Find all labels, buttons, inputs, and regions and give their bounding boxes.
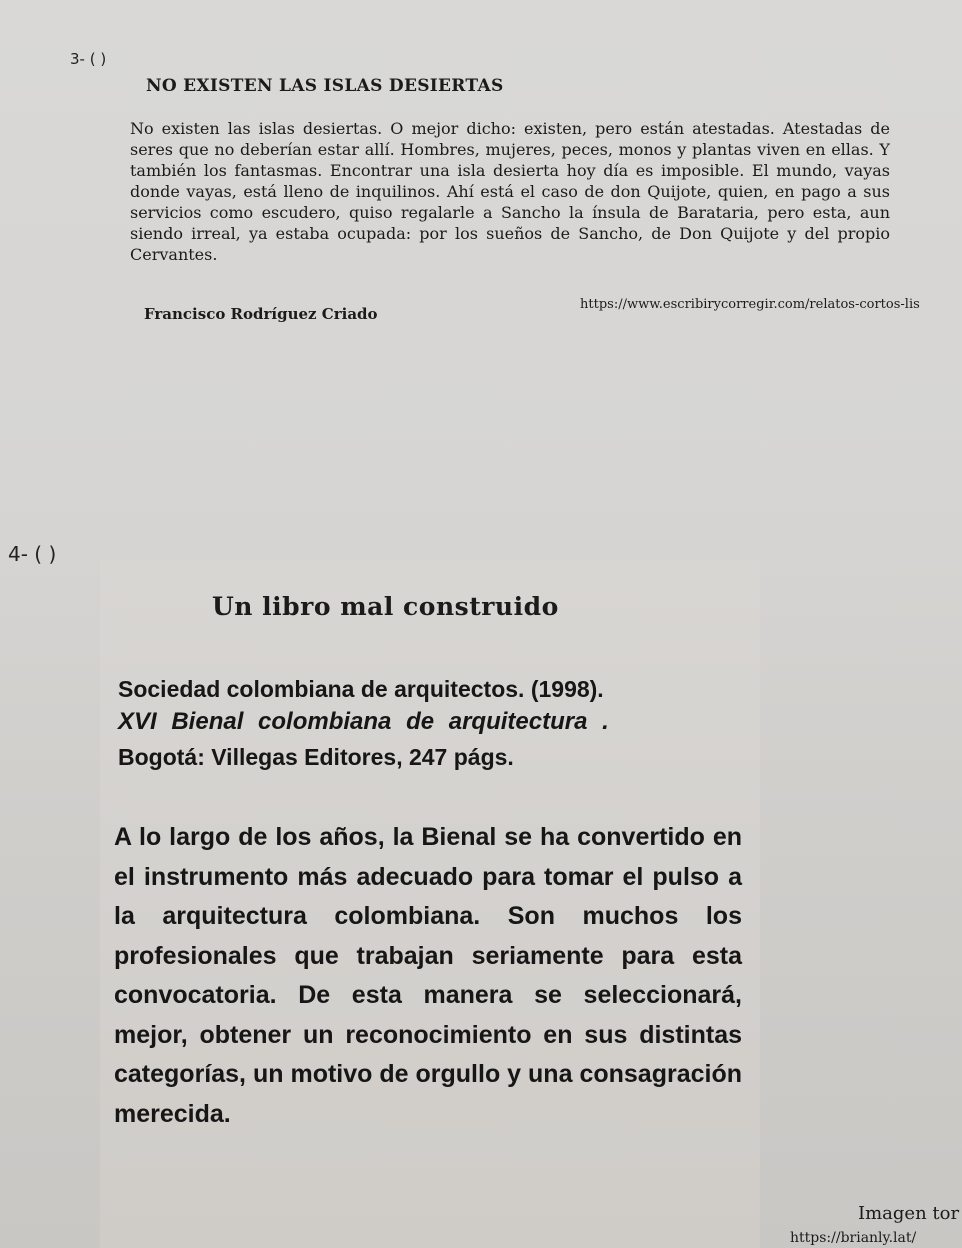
section-3-author: Francisco Rodríguez Criado (144, 305, 378, 323)
section-4-body: A lo largo de los años, la Bienal se ha convertido en el instrumento más adecuado para tomar el pulso a la arquitectura colombiana. Son muchos los profesionales que trabajan seriamente para esta convocatoria. De esta manera se seleccionará, mejor, obtener un reconocimiento en sus distintas categorías, un motivo de orgullo y una consagración merecida. (114, 823, 742, 1128)
image-credit: Imagen tor (858, 1203, 960, 1224)
section-3-title: NO EXISTEN LAS ISLAS DESIERTAS (146, 76, 504, 96)
bleed-through-text (220, 350, 962, 550)
section-3-body: No existen las islas desiertas. O mejor dicho: existen, pero están atestadas. Atestadas de seres que no deberían estar allí. Hombres, mujeres, peces, monos y plantas viven en ellas. Y también los fantasmas. Encontrar una isla desierta hoy día es imposible. El mundo, vayas donde vayas, está lleno de inquilinos. Ahí está el caso de don Quijote, quien, en pago a sus servicios como escudero, quiso regalarle a Sancho la ínsula de Barataria, pero esta, aun siendo irreal, ya estaba ocupada: por los sueños de Sancho, de Don Quijote y del propio Cervantes. (130, 119, 890, 264)
question-3-label: 3- ( ) (70, 50, 107, 68)
question-4-label: 4- ( ) (8, 542, 57, 566)
image-url: https://brianly.lat/ (790, 1230, 917, 1246)
section-3-source-url: https://www.escribirycorregir.com/relatos-cortos-lis (580, 297, 920, 312)
section-4-title: Un libro mal construido (212, 592, 559, 621)
reference-line-3: Bogotá: Villegas Editores, 247 págs. (118, 744, 514, 770)
reference-line-1: Sociedad colombiana de arquitectos. (1998). (118, 676, 604, 702)
reference-line-2: XVI Bienal colombiana de arquitectura . (118, 708, 609, 735)
